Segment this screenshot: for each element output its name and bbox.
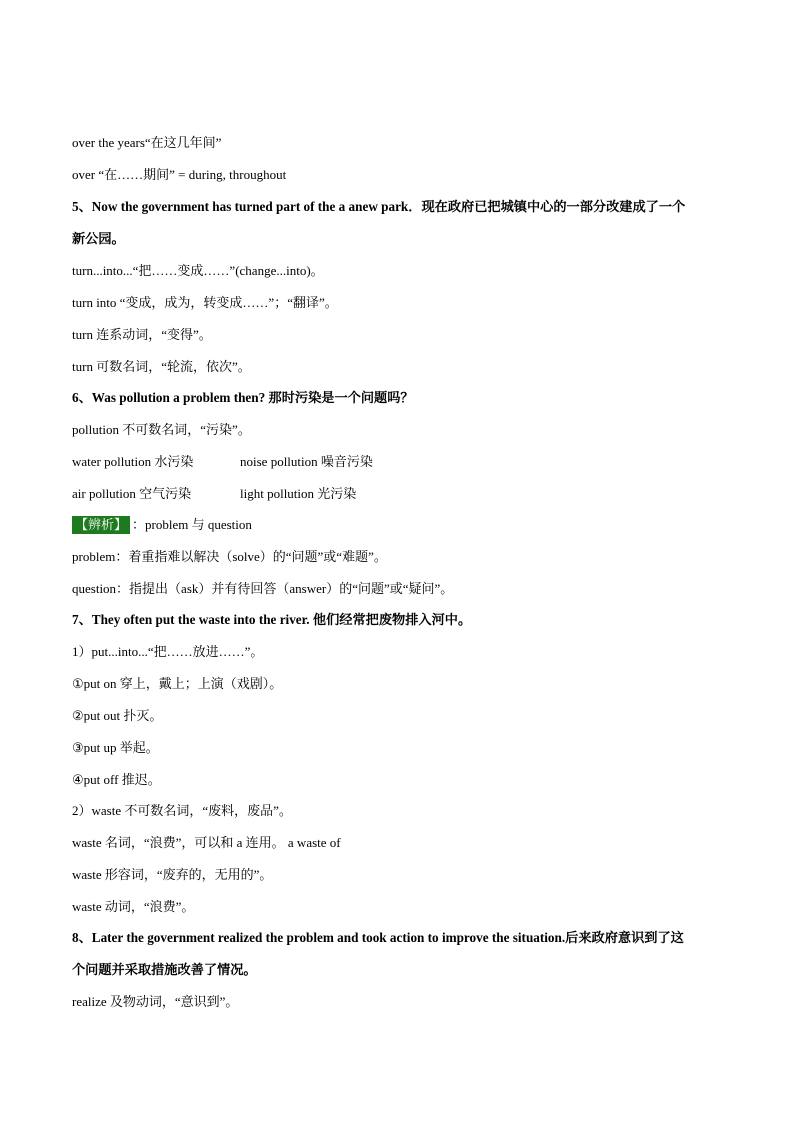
discrimination-badge: 【辨析】 — [72, 516, 130, 534]
note-pollution-types-2 — [72, 484, 356, 504]
note-turn-into-change: turn...into...“把……变成……”(change...into)。 — [72, 263, 324, 278]
note-over-during: over “在……期间” = during, throughout — [72, 167, 287, 182]
discrimination-line — [72, 515, 252, 535]
note-realize: realize 及物动词，“意识到”。 — [72, 994, 239, 1009]
note-waste-adjective: waste 形容词，“废弃的，无用的”。 — [72, 867, 273, 882]
note-put-out: ②put out 扑灭。 — [72, 708, 163, 723]
sentence-8-line-2: 个问题并采取措施改善了情况。 — [72, 962, 257, 977]
sentence-5-line-2: 新公园。 — [72, 231, 125, 246]
note-put-off: ④put off 推迟。 — [72, 772, 161, 787]
air-pollution: air pollution 空气污染 — [72, 486, 192, 501]
sentence-6: 6、Was pollution a problem then? 那时污染是一个问题吗？ — [72, 390, 414, 405]
note-put-into: 1）put...into...“把……放进……”。 — [72, 644, 264, 659]
note-put-up: ③put up 举起。 — [72, 740, 159, 755]
note-pollution: pollution 不可数名词，“污染”。 — [72, 422, 251, 437]
note-waste-noun: waste 名词，“浪费”，可以和 a 连用。 a waste of — [72, 835, 341, 850]
note-pollution-types-1 — [72, 452, 373, 472]
sentence-8-line-1: 8、Later the government realized the problem and took action to improve the situation.后来政府意识到了这 — [72, 930, 684, 945]
light-pollution: light pollution 光污染 — [240, 486, 357, 501]
note-turn-into-become: turn into “变成，成为，转变成……”；“翻译”。 — [72, 295, 338, 310]
note-turn-linking-verb: turn 连系动词，“变得”。 — [72, 327, 212, 342]
discrimination-text: ：problem 与 question — [132, 517, 252, 532]
note-question: question：指提出（ask）并有待回答（answer）的“问题”或“疑问”。 — [72, 581, 454, 596]
note-turn-noun: turn 可数名词，“轮流，依次”。 — [72, 359, 251, 374]
note-put-on: ①put on 穿上，戴上；上演（戏剧）。 — [72, 676, 283, 691]
note-problem: problem：着重指难以解决（solve）的“问题”或“难题”。 — [72, 549, 387, 564]
sentence-7: 7、They often put the waste into the river. 他们经常把废物排入河中。 — [72, 612, 472, 627]
water-pollution: water pollution 水污染 — [72, 454, 194, 469]
noise-pollution: noise pollution 噪音污染 — [240, 454, 373, 469]
sentence-5-line-1: 5、Now the government has turned part of the a anew park．现在政府已把城镇中心的一部分改建成了一个 — [72, 199, 686, 214]
note-waste-uncountable: 2）waste 不可数名词，“废料，废品”。 — [72, 803, 292, 818]
note-over-the-years: over the years“在这几年间” — [72, 135, 222, 150]
note-waste-verb: waste 动词，“浪费”。 — [72, 899, 195, 914]
